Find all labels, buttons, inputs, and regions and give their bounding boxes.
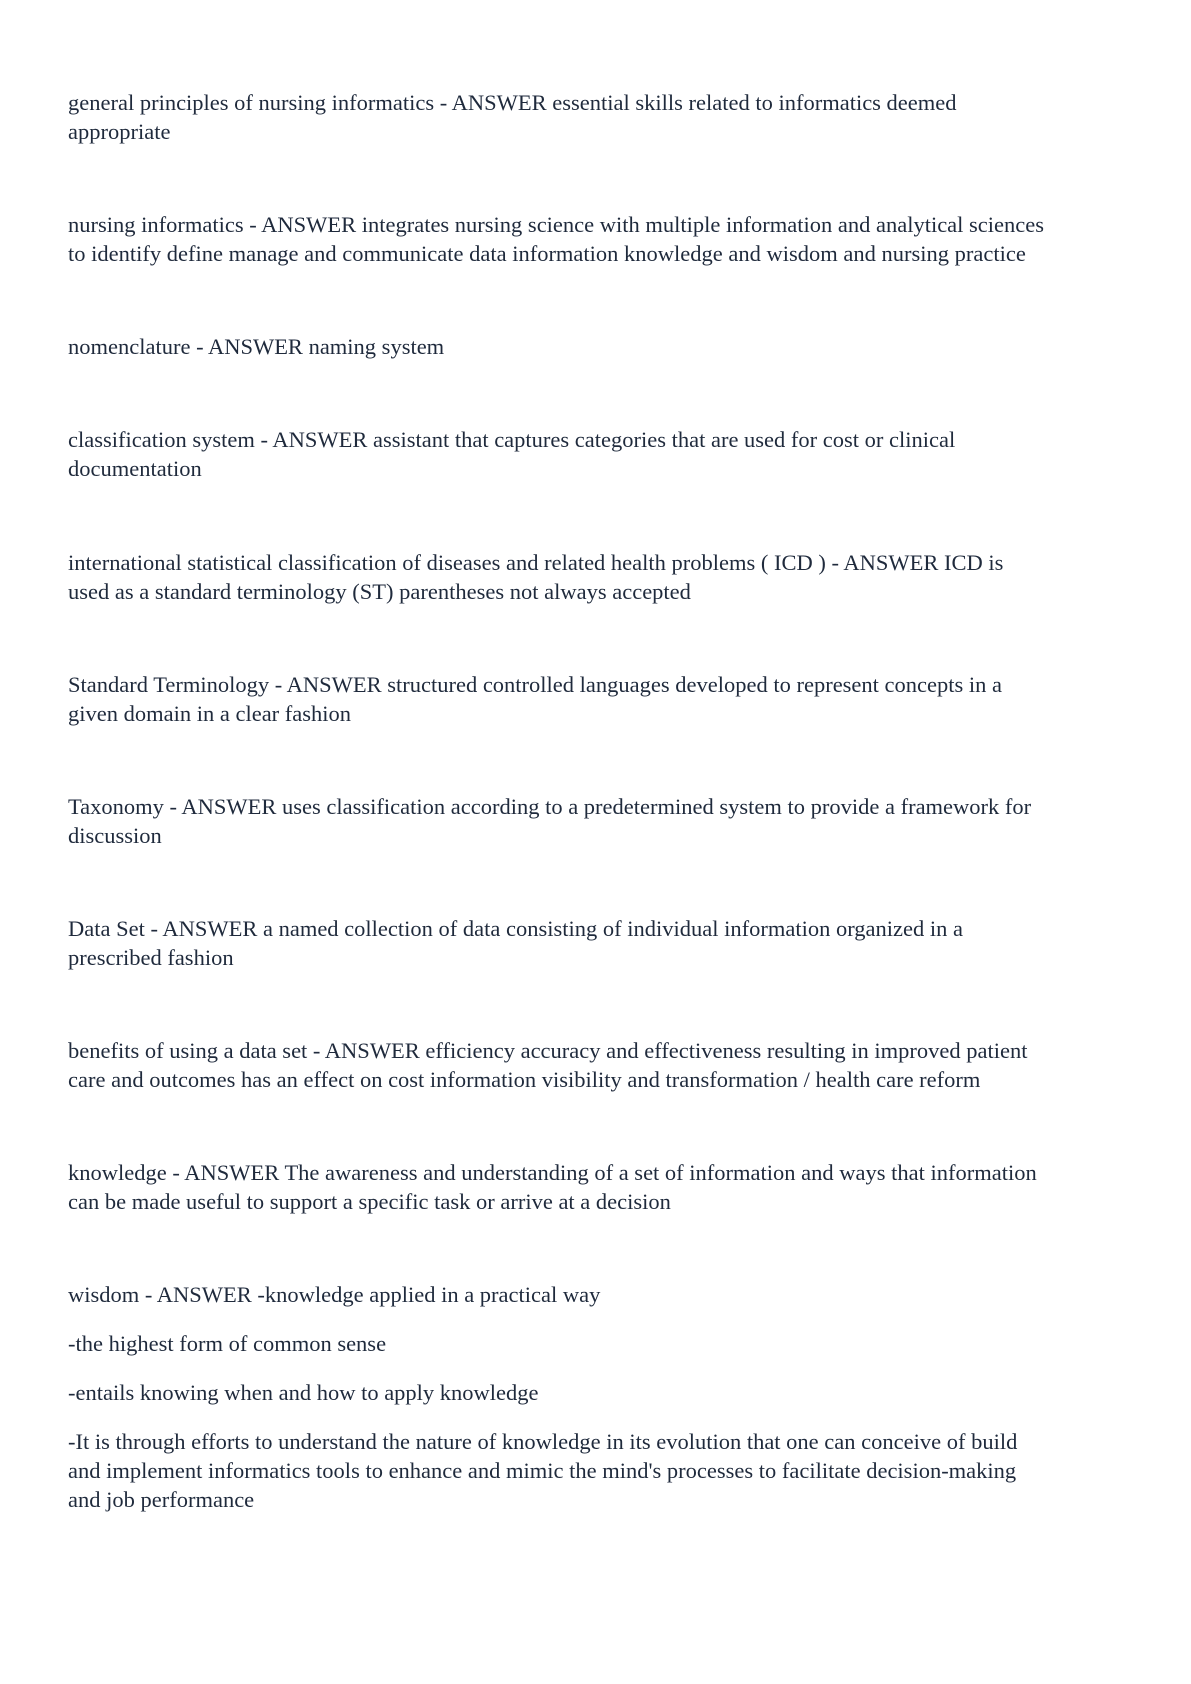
entry-line: documentation <box>68 456 202 481</box>
entry-line: nursing informatics - ANSWER integrates nursing science with multiple information and analytical sciences <box>68 212 1045 237</box>
entry-line: appropriate <box>68 119 171 144</box>
wisdom-point <box>68 1378 1128 1407</box>
entry-taxonomy <box>68 792 1128 850</box>
entry-data-set <box>68 914 1128 972</box>
entry-nursing-informatics <box>68 210 1128 268</box>
entry-line: wisdom - ANSWER -knowledge applied in a practical way <box>68 1282 601 1307</box>
entry-line: knowledge - ANSWER The awareness and understanding of a set of information and ways that information <box>68 1160 1037 1185</box>
entry-line: international statistical classification of diseases and related health problems ( ICD ) - ANSWER ICD is <box>68 550 1004 575</box>
entry-nomenclature <box>68 332 1128 361</box>
entry-line: care and outcomes has an effect on cost information visibility and transformation / health care reform <box>68 1067 981 1092</box>
entry-standard-terminology <box>68 670 1128 728</box>
entry-line: given domain in a clear fashion <box>68 701 352 726</box>
entry-line: general principles of nursing informatics - ANSWER essential skills related to informatics deemed <box>68 90 957 115</box>
entry-knowledge <box>68 1158 1128 1216</box>
entry-line: -the highest form of common sense <box>68 1331 387 1356</box>
wisdom-point <box>68 1329 1128 1358</box>
entry-general-principles <box>68 88 1128 146</box>
entry-classification-system <box>68 425 1128 483</box>
entry-wisdom <box>68 1280 1128 1309</box>
wisdom-point <box>68 1427 1128 1514</box>
entry-line: and implement informatics tools to enhance and mimic the mind's processes to facilitate decision-making <box>68 1458 1017 1483</box>
entry-line: used as a standard terminology (ST) parentheses not always accepted <box>68 579 691 604</box>
entry-line: classification system - ANSWER assistant that captures categories that are used for cost or clinical <box>68 427 956 452</box>
entry-line: Data Set - ANSWER a named collection of data consisting of individual information organized in a <box>68 916 963 941</box>
entry-line: benefits of using a data set - ANSWER efficiency accuracy and effectiveness resulting in improved patient <box>68 1038 1028 1063</box>
entry-icd <box>68 548 1128 606</box>
entry-line: -entails knowing when and how to apply knowledge <box>68 1380 539 1405</box>
entry-line: Taxonomy - ANSWER uses classification according to a predetermined system to provide a framework for <box>68 794 1032 819</box>
entry-line: -It is through efforts to understand the nature of knowledge in its evolution that one can conceive of build <box>68 1429 1018 1454</box>
entry-line: and job performance <box>68 1487 255 1512</box>
entry-benefits-data-set <box>68 1036 1128 1094</box>
entry-line: nomenclature - ANSWER naming system <box>68 334 445 359</box>
entry-line: discussion <box>68 823 162 848</box>
entry-line: prescribed fashion <box>68 945 234 970</box>
entry-line: Standard Terminology - ANSWER structured controlled languages developed to represent concepts in a <box>68 672 1003 697</box>
entry-line: can be made useful to support a specific task or arrive at a decision <box>68 1189 671 1214</box>
entry-line: to identify define manage and communicate data information knowledge and wisdom and nursing practice <box>68 241 1026 266</box>
